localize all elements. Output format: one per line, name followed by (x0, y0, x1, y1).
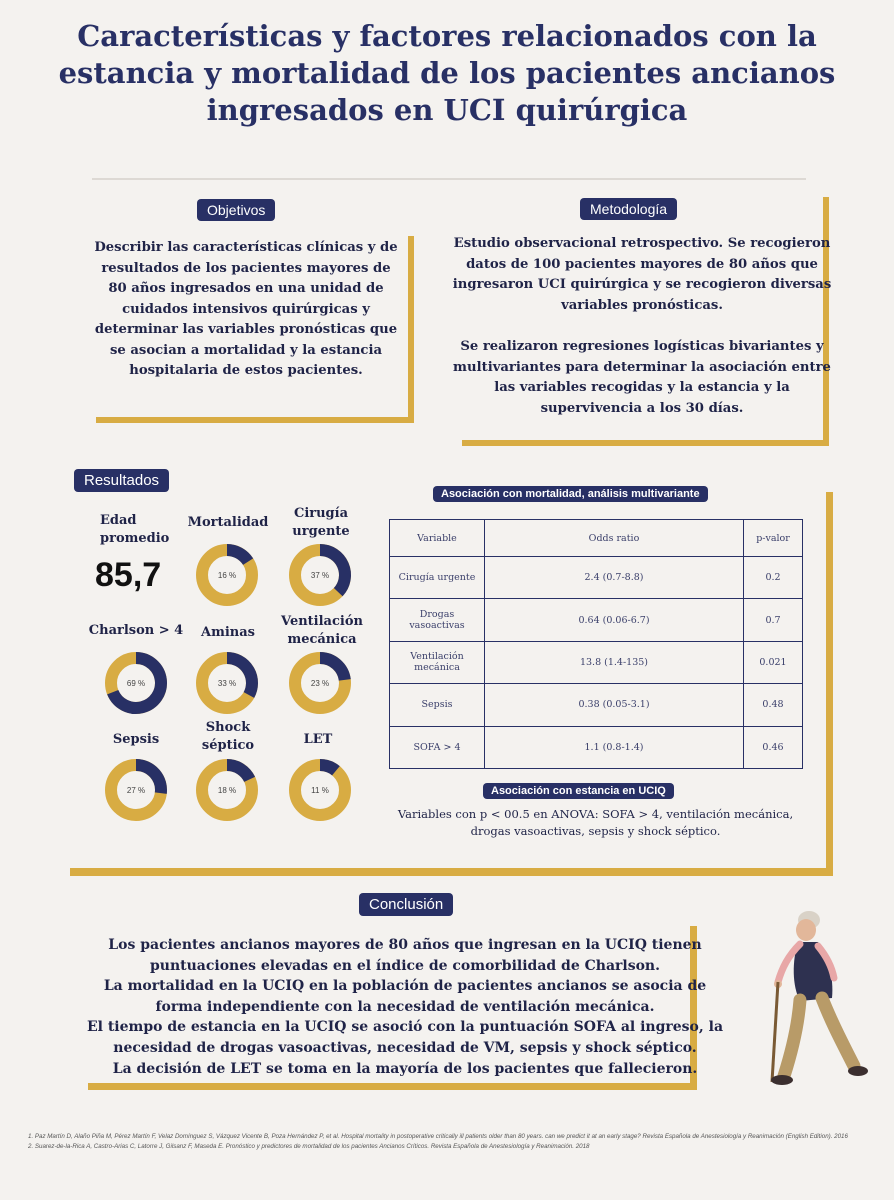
donut-value: 33 % (217, 679, 237, 688)
conclusion-line: El tiempo de estancia en la UCIQ se asoció con la puntuación SOFA al ingreso, la necesidad de drogas vasoactivas, necesidad de VM, sepsis y shock séptico. (86, 1019, 724, 1056)
objetivos-text: Describir las características clínicas y de resultados de los pacientes mayores de 80 años ingresados en una unidad de cuidados intensivos quirúrgicas y determinar las variables pronósticas que se asocian a mortalidad y la estancia hospitalaria de estos pacientes. (94, 240, 398, 378)
mortalidad-heading: Asociación con mortalidad, análisis multivariante (433, 486, 708, 502)
metodologia-text-1: Estudio observacional retrospectivo. Se recogieron datos de 100 pacientes mayores de 80 años que ingresaron UCI quirúrgica y se recogieron diversas variables pronósticas. (452, 236, 832, 313)
elderly-man-illustration (762, 906, 872, 1088)
donut-value: 11 % (311, 786, 329, 795)
donut-shock (194, 757, 260, 823)
table-header-cell: p-valor (744, 520, 803, 557)
table-cell: 1.1 (0.8-1.4) (485, 726, 744, 768)
donut-mortalidad (194, 542, 260, 608)
stat-label-shock: Shock séptico (201, 720, 255, 753)
estancia-text: Variables con p < 00.5 en ANOVA: SOFA > 4, ventilación mecánica, drogas vasoactivas, sepsis y shock séptico. (397, 807, 794, 838)
table-cell: 0.46 (744, 726, 803, 768)
table-cell: 0.2 (744, 557, 803, 599)
conclusion-line: La mortalidad en la UCIQ en la población de pacientes ancianos se asocia de forma independiente con la necesidad de ventilación mecánica. (103, 978, 707, 1015)
donut-value: 18 % (217, 786, 237, 795)
conclusion-line: La decisión de LET se toma en la mayoría de los pacientes que fallecieron. (112, 1060, 698, 1077)
conclusion-body (85, 935, 725, 1079)
stat-label-charlson: Charlson > 4 (88, 623, 184, 638)
table-cell: 13.8 (1.4-135) (485, 641, 744, 683)
table-cell: 2.4 (0.7-8.8) (485, 557, 744, 599)
metodologia-heading: Metodología (580, 198, 677, 220)
donut-ventilacion (287, 650, 353, 716)
donut-value: 27 % (126, 786, 146, 795)
estancia-heading: Asociación con estancia en UCIQ (483, 783, 674, 799)
objetivos-heading: Objetivos (197, 199, 275, 221)
page-title: Características y factores relacionados con la estancia y mortalidad de los pacientes ancianos ingresados en UCI quirúrgica (58, 19, 836, 127)
reference-item: 2. Suarez-de-la-Rica A, Castro-Arias C, Latorre J, Gilsanz F, Maseda E. Pronóstico y predictores de mortalidad de los pacientes Ancianos Críticos. Revista Española de Anestesiología y Reanimación. 2018 (28, 1142, 590, 1150)
donut-arc (227, 765, 250, 779)
donut-arc (320, 658, 345, 680)
table-row (390, 557, 803, 599)
donut-let (287, 757, 353, 823)
donut-arc (227, 658, 252, 695)
donut-charlson (103, 650, 169, 716)
stat-label-cirugia: Cirugía urgente (292, 506, 350, 539)
stat-label-mortalidad: Mortalidad (187, 515, 269, 530)
conclusion-line: Los pacientes ancianos mayores de 80 años que ingresan en la UCIQ tienen puntuaciones elevadas en el índice de comorbilidad de Charlson. (108, 937, 702, 974)
table-row (390, 726, 803, 768)
table-cell: 0.38 (0.05-3.1) (485, 684, 744, 726)
table-cell: 0.7 (744, 599, 803, 641)
divider (92, 178, 806, 180)
mortalidad-table (389, 519, 803, 769)
donut-value: 16 % (217, 571, 237, 580)
donut-aminas (194, 650, 260, 716)
table-row (390, 684, 803, 726)
edad-label: Edad promedio (100, 513, 170, 546)
conclusion-heading: Conclusión (359, 893, 453, 916)
stat-label-sepsis: Sepsis (112, 732, 160, 747)
table-cell: Ventilación mecánica (390, 641, 485, 683)
table-cell: 0.64 (0.06-6.7) (485, 599, 744, 641)
stat-label-aminas: Aminas (201, 625, 255, 640)
table-cell: 0.48 (744, 684, 803, 726)
stat-label-ventilacion: Ventilación mecánica (281, 614, 363, 647)
table-cell: Cirugía urgente (390, 557, 485, 599)
donut-value: 37 % (310, 571, 330, 580)
stat-label-let: LET (303, 732, 333, 747)
donut-arc (227, 550, 248, 562)
reference-item: 1. Paz Martín D, Alaño Piña M, Pérez Martín F, Velaz Domínguez S, Vázquez Vicente B, Poza Hernández P, et al. Hospital mortality in postoperative critically ill patients older than 80 years. can we predict it at an early stage? Revista Española de Anestesiología y Reanimación (English Edition). 2016 (28, 1133, 848, 1140)
table-cell: Drogas vasoactivas (390, 599, 485, 641)
table-cell: SOFA > 4 (390, 726, 485, 768)
donut-value: 23 % (310, 679, 330, 688)
references (28, 1132, 873, 1151)
metodologia-text-2: Se realizaron regresiones logísticas bivariantes y multivariantes para determinar la asociación entre las variables recogidas y la estancia y la supervivencia a los 30 días. (453, 339, 831, 416)
table-row (390, 599, 803, 641)
donut-cirugia (287, 542, 353, 608)
table-header-cell: Variable (390, 520, 485, 557)
donut-sepsis (103, 757, 169, 823)
edad-value: 85,7 (95, 556, 162, 594)
donut-value: 69 % (126, 679, 146, 688)
table-header-row (390, 520, 803, 557)
resultados-heading: Resultados (74, 469, 169, 492)
table-row (390, 641, 803, 683)
table-cell: 0.021 (744, 641, 803, 683)
donut-arc (320, 765, 336, 771)
table-cell: Sepsis (390, 684, 485, 726)
table-header-cell: Odds ratio (485, 520, 744, 557)
